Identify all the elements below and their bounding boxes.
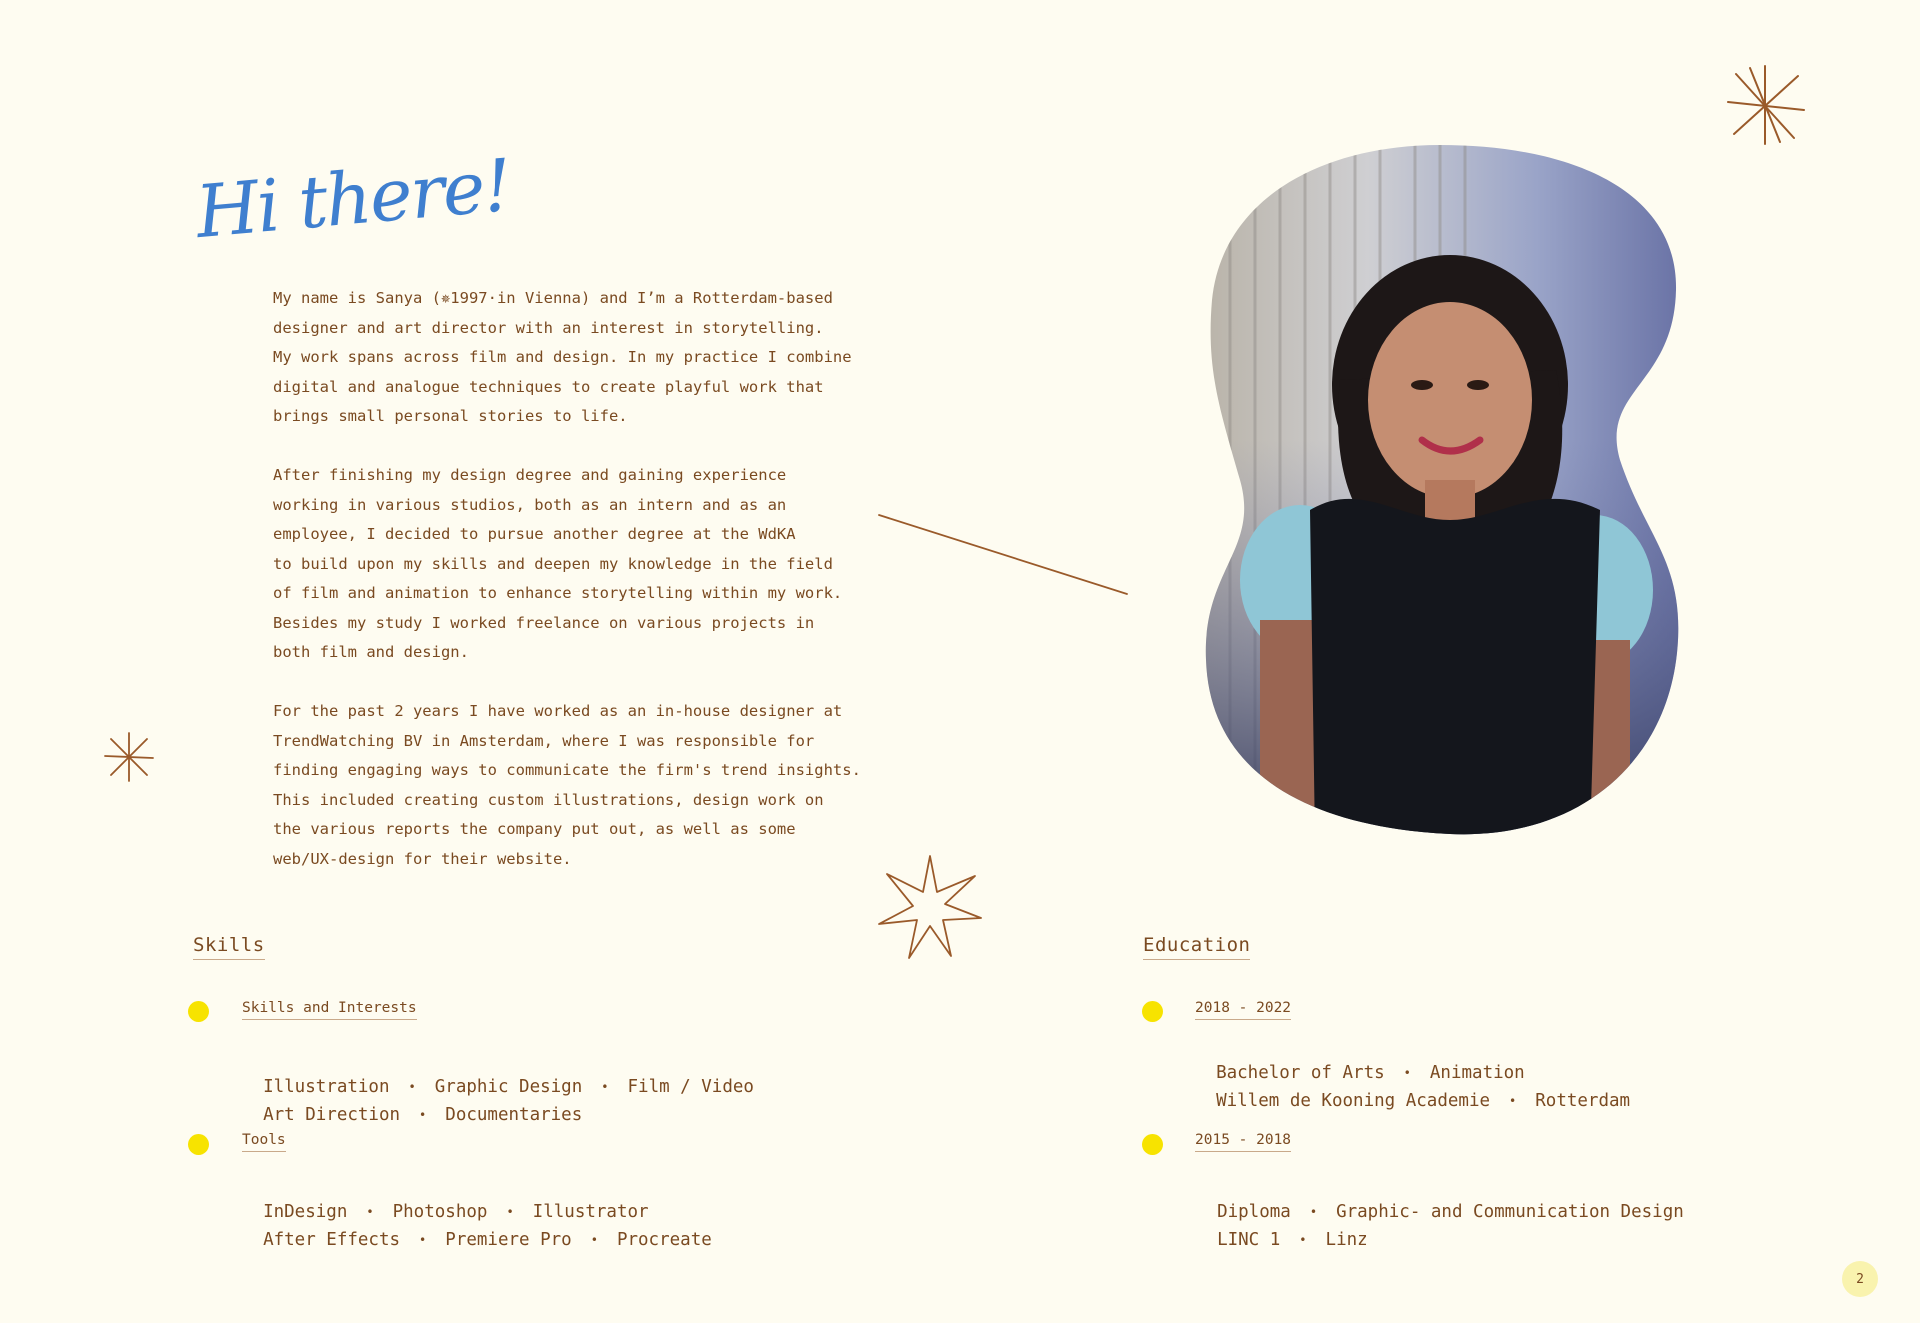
- separator-dot: •: [1299, 1233, 1307, 1247]
- list-item: InDesign: [263, 1202, 348, 1222]
- separator-dot: •: [366, 1205, 374, 1219]
- list-item: LINC 1: [1217, 1230, 1281, 1250]
- intro-paragraph-2: After finishing my design degree and gaining experience working in various studios, both as an intern and as an employee, I decided to pursue another degree at the WdKA to build upon my skills and deepen my knowledge in the field of film and animation to enhance storytelling within my work. Besides my study I worked freelance on various projects in both film and design.: [273, 466, 843, 661]
- intro-text: [273, 284, 913, 904]
- skills-line-2: [242, 1073, 582, 1129]
- list-item: Documentaries: [445, 1105, 583, 1125]
- bullet-dot: [1142, 1001, 1163, 1022]
- separator-dot: •: [419, 1108, 427, 1122]
- asterisk-doodle-left-icon: [102, 730, 156, 784]
- education-period: 2015 - 2018: [1195, 1130, 1291, 1152]
- list-item: After Effects: [263, 1230, 401, 1250]
- list-item: Linz: [1325, 1230, 1368, 1250]
- skills-group-title: Skills and Interests: [242, 998, 417, 1020]
- list-item: Premiere Pro: [445, 1230, 572, 1250]
- bullet-dot: [188, 1001, 209, 1022]
- list-item: Graphic Design: [434, 1077, 583, 1097]
- education-title: Education: [1143, 933, 1250, 960]
- separator-dot: •: [408, 1080, 416, 1094]
- list-item: Film / Video: [627, 1077, 754, 1097]
- separator-dot: •: [590, 1233, 598, 1247]
- intro-paragraph-1: My name is Sanya (✵1997·in Vienna) and I’m a Rotterdam-based designer and art director with an interest in storytelling. My work spans across film and design. In my practice I combine digital and analogue techniques to create playful work that brings small personal stories to life.: [273, 289, 852, 425]
- separator-dot: •: [1309, 1205, 1318, 1219]
- diagonal-line-doodle: [876, 510, 1131, 600]
- list-item: Animation: [1429, 1063, 1525, 1083]
- list-item: Photoshop: [392, 1202, 488, 1222]
- tools-group-title: Tools: [242, 1130, 286, 1152]
- page-number: 2: [1842, 1261, 1878, 1297]
- separator-dot: •: [1403, 1066, 1411, 1080]
- education-line-4: [1196, 1198, 1368, 1254]
- star-doodle-icon: [875, 852, 985, 962]
- education-line-2: [1195, 1059, 1630, 1115]
- separator-dot: •: [506, 1205, 514, 1219]
- education-period: 2018 - 2022: [1195, 998, 1291, 1020]
- list-item: Diploma: [1217, 1202, 1291, 1222]
- list-item: Illustrator: [532, 1202, 649, 1222]
- intro-paragraph-3: For the past 2 years I have worked as an in-house designer at TrendWatching BV in Amsterdam, where I was responsible for finding engaging ways to communicate the firm's trend insights. This included creating custom illustrations, design work on the various reports the company put out, as well as some web/UX-design for their website.: [273, 702, 861, 868]
- asterisk-doodle-top-right-icon: [1722, 62, 1808, 148]
- bullet-dot: [188, 1134, 209, 1155]
- portrait-photo: [1200, 140, 1680, 840]
- list-item: Rotterdam: [1535, 1091, 1631, 1111]
- tools-line-2: [242, 1198, 712, 1254]
- greeting-heading: Hi there!: [192, 142, 514, 254]
- bullet-dot: [1142, 1134, 1163, 1155]
- list-item: Procreate: [616, 1230, 712, 1250]
- separator-dot: •: [419, 1233, 427, 1247]
- skills-title: Skills: [193, 933, 265, 960]
- list-item: Bachelor of Arts: [1216, 1063, 1385, 1083]
- separator-dot: •: [601, 1080, 609, 1094]
- list-item: Graphic- and Communication Design: [1336, 1202, 1684, 1222]
- list-item: Willem de Kooning Academie: [1216, 1091, 1491, 1111]
- list-item: Illustration: [263, 1077, 390, 1097]
- list-item: Art Direction: [263, 1105, 401, 1125]
- separator-dot: •: [1509, 1094, 1517, 1108]
